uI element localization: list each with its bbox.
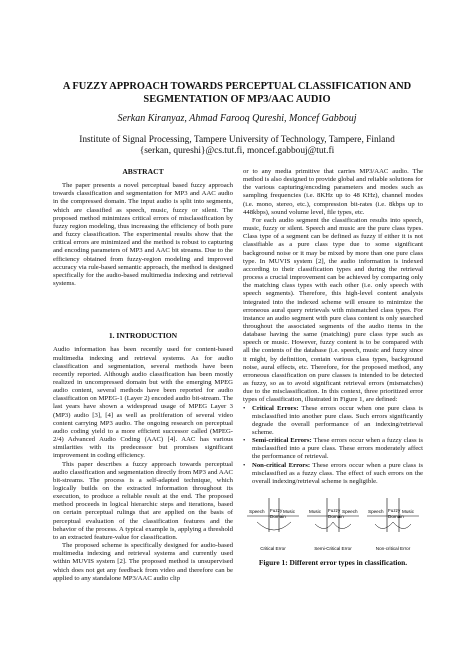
- intro-heading: 1. INTRODUCTION: [108, 331, 178, 341]
- right-column: [243, 168, 423, 567]
- domain-label: Domain: [388, 514, 404, 520]
- domain-label: Domain: [328, 514, 344, 520]
- semi-critical-error-panel: [307, 498, 359, 551]
- figure-1: [243, 492, 423, 567]
- affiliation-line-1: Institute of Signal Processing, Tampere University of Technology, Tampere, Finland: [79, 135, 395, 145]
- authors: Serkan Kiranyaz, Ahmad Farooq Qureshi, Moncef Gabbouj: [117, 113, 357, 124]
- speech-label: Speech: [342, 509, 358, 515]
- fuzzy-label: Fuzzy: [388, 508, 401, 514]
- title-line-1: A FUZZY APPROACH TOWARDS PERCEPTUAL CLASSIFICATION AND: [62, 81, 412, 92]
- bullet-critical: [243, 405, 423, 438]
- bullet-text: These errors occur when a pure class is misclassified as a fuzzy class. The effect of such errors on the overall indexing/retrieval scheme is negligible.: [252, 461, 424, 485]
- left-column: [53, 168, 233, 583]
- music-label: Music: [309, 509, 321, 515]
- critical-error-panel: [247, 498, 299, 551]
- abstract-text: The paper presents a novel perceptual based fuzzy approach towards classification and segmentation for MP3 and AAC audio in the compressed domain. The input audio is split into segments, which are classified as speech, music, fuzzy or silent. The proposed method minimizes critical errors of misclassification by fuzzy region modeling, thus increasing the efficiency of both pure and fuzzy classification. The experimental results show that the critical errors are minimized and the method is robust to capturing and encoding parameters of MP3 and AAC bit streams. Due to the efficiency obtained from fuzzy-region modeling and improved accuracy via rule-based semantic approach, the method is designed specifically for the audio-based multimedia indexing and retrieval systems.: [53, 182, 233, 288]
- bullet-semi-critical: [243, 437, 423, 461]
- semi-critical-error-caption: Semi-Critical Error: [314, 546, 352, 552]
- error-types-diagram: [243, 492, 423, 554]
- bullet-term: Critical Errors:: [252, 404, 299, 412]
- speech-label: Speech: [368, 509, 384, 515]
- fuzzy-label: Fuzzy: [328, 508, 341, 514]
- bullet-term: Non-critical Errors:: [252, 461, 311, 469]
- bullet-text: These errors occur when a fuzzy class is misclassified into a pure class. These errors moderately affect the performance of retrieval.: [252, 437, 423, 461]
- abstract-heading: ABSTRACT: [122, 167, 164, 176]
- affiliation-emails: {serkan, qureshi}@cs.tut.fi, moncef.gabbouj@tut.fi: [139, 146, 335, 156]
- bullet-symbol: •: [243, 404, 246, 412]
- right-paragraph-1: or to any media primitive that carries MP3/AAC audio. The method is also designed to provide global and reliable solutions for the various capturing/encoding parameters and modes such as sampling frequencies (i.e. 8KHz up to 48 KHz), channel modes (i.e. mono, stereo, etc.), compression bit-rates (i.e. 8kbps up to 448kbps), sound volume level, file types, etc.: [243, 168, 423, 216]
- bullet-text: These errors occur when one pure class is misclassified into another pure class. Such errors significantly degrade the overall performance of an indexing/retrieval scheme.: [252, 404, 424, 436]
- paper-title: [40, 80, 434, 106]
- intro-paragraph-2: This paper describes a fuzzy approach towards perceptual audio classification and segmentation directly from MP3 and AAC bit-streams. The process is a self-adapted technique, which logically builds on the extracted information throughout its execution, to produce a reliable result at the end. The proposed method proceeds in logical hierarchic steps and iterations, based on certain perceptual rulings that are applied on the basis of perceptual evaluation of the classification features and the behavior of the process. A typical example is, applying a threshold to an extracted feature-value for classification.: [53, 460, 233, 541]
- fuzzy-label: Fuzzy: [270, 508, 283, 514]
- non-critical-error-caption: Non-critical Error: [375, 546, 411, 552]
- music-label: Music: [283, 509, 295, 515]
- bullet-symbol: •: [243, 461, 246, 469]
- critical-error-caption: Critical Error: [260, 546, 286, 552]
- title-line-2: SEGMENTATION OF MP3/AAC AUDIO: [143, 94, 331, 105]
- music-label: Music: [402, 509, 414, 515]
- domain-label: Domain: [270, 514, 286, 520]
- speech-label: Speech: [249, 509, 265, 515]
- right-paragraph-2: For each audio segment the classification results into speech, music, fuzzy or silent. Speech and music are the pure class types. Class type of a segment can be defined as fuzzy if either it is not classifiable as a pure class type due to some significant background noise or it may be mixed by more than one pure class type. In MUVIS system [2], the audio information is indexed according to their classification types and during the retrieval process a crucial improvement can be achieved by comparing only the matching class types with each other (i.e. only speech with speech segments). Therefore, this high-level content analysis integrated into the indexed scheme will ensure to minimize the erroneous aural query retrievals with mismatched class types. For instance an audio segment with pure class content is only searched throughout the associated segments of the audio items in the database having the same (matching) pure class type such as speech or music. However, fuzzy content is to be compared with all the contents of the database (i.e. speech, music and fuzzy since it might, by definition, contain various class types, background noise, aural effects, etc. Therefore, for the proposed method, any erroneous classification on pure classes is intended to be detected as fuzzy, so as to avoid significant retrieval errors (mismatches) due to the misclassification. In this context, three prioritized error types of classification, illustrated in Figure 1, are defined:: [243, 216, 423, 404]
- bullet-term: Semi-critical Errors:: [252, 437, 312, 445]
- figure-caption: Figure 1: Different error types in classification.: [258, 558, 408, 568]
- non-critical-error-panel: [367, 498, 419, 551]
- intro-paragraph-3: The proposed scheme is specifically designed for audio-based multimedia indexing and retrieval systems and currently used within MUVIS system [2]. The proposed method is unsupervised which does not get any feedback from video and therefore can be applied to any standalone MP3/AAC audio clip: [53, 542, 233, 582]
- bullet-symbol: •: [243, 437, 246, 445]
- affiliation: [40, 135, 434, 157]
- intro-paragraph-1: Audio information has been recently used for content-based multimedia indexing and retrieval systems. As for audio classification and segmentation, several methods have been recently reported. Although audio classification has been mostly realized in uncompressed domain but with the emerging MPEG audio content, several methods have been reported for audio classification on MPEG-1 (Layer 2) encoded audio bit-stream. The last years have shown a widespread usage of MPEG Layer 3 (MP3) audio [3], [4] as well as proliferation of several video content carrying MP3 audio. The ongoing research on perceptual audio coding yield to a more efficient successor called (MPEG-2/4) Advanced Audio Coding (AAC) [4]. AAC has various similarities with its predecessor but promises significant improvement in coding efficiency.: [53, 346, 233, 460]
- bullet-non-critical: [243, 462, 423, 486]
